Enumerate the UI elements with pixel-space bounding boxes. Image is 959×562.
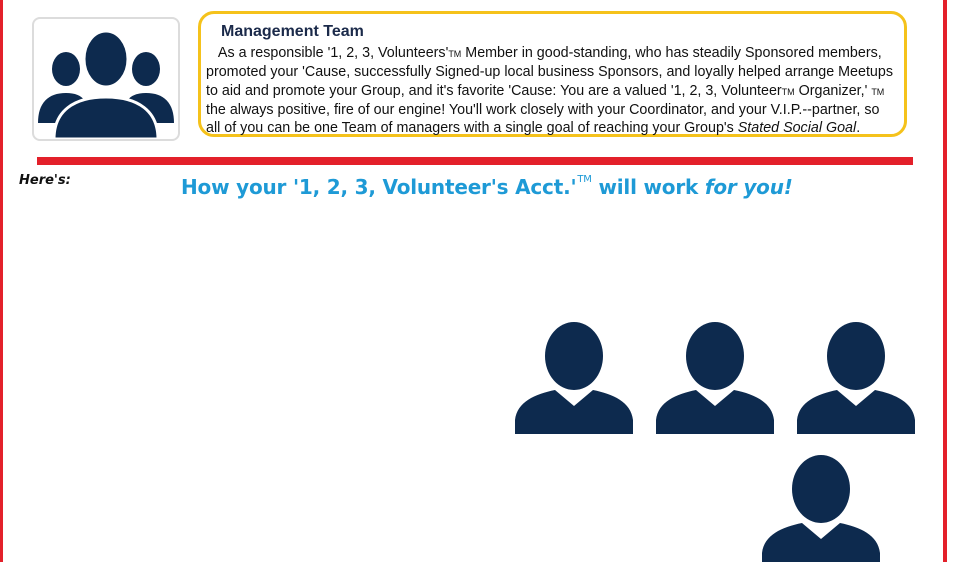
- team-avatar: [32, 17, 180, 141]
- desc-line-5b: .: [856, 120, 861, 137]
- desc-line-1b: Member in good-standing, who has steadily Sponsored members,: [461, 45, 882, 61]
- person-silhouette-icon: [656, 322, 774, 434]
- desc-line-3b: Organizer,': [794, 82, 872, 99]
- tm-mark: TM: [781, 86, 795, 97]
- page-border-left: [0, 0, 3, 562]
- tm-mark: TM: [871, 86, 885, 97]
- headline: [181, 174, 793, 199]
- tm-mark: TM: [448, 49, 462, 59]
- headline-part1: How your '1, 2, 3, Volunteer's Acct.': [181, 175, 577, 199]
- management-team-box: [198, 11, 907, 137]
- headline-tm: TM: [577, 174, 592, 185]
- heres-label: Here's:: [19, 173, 71, 188]
- team-group-icon: [34, 19, 178, 139]
- management-team-title: Management Team: [221, 23, 364, 40]
- desc-line-3a: to aid and promote your Group, and it's favorite 'Cause: You are a valued '1, 2, 3, Volunteer: [206, 82, 782, 99]
- desc-line-4: the always positive, fire of our engine! You'll work closely with your Coordinator, and your V.I.P.--partner, so: [206, 101, 880, 118]
- person-silhouette-icon: [797, 322, 915, 434]
- stated-social-goal: Stated Social Goal: [737, 120, 857, 137]
- desc-line-5a: all of you can be one Team of managers with a single goal of reaching your Group's: [206, 120, 738, 137]
- person-silhouette-icon: [762, 455, 880, 562]
- section-divider: [37, 157, 913, 165]
- page-border-right: [943, 0, 947, 562]
- headline-part2: will work: [591, 175, 705, 199]
- management-team-description: [206, 44, 904, 137]
- desc-line-2: promoted your 'Cause, successfully Signed-up local business Sponsors, and loyally helped arrange Meetups: [206, 64, 893, 81]
- headline-emphasis: for you!: [704, 175, 793, 199]
- person-silhouette-icon: [515, 322, 633, 434]
- desc-line-1a: As a responsible '1, 2, 3, Volunteers': [217, 45, 449, 61]
